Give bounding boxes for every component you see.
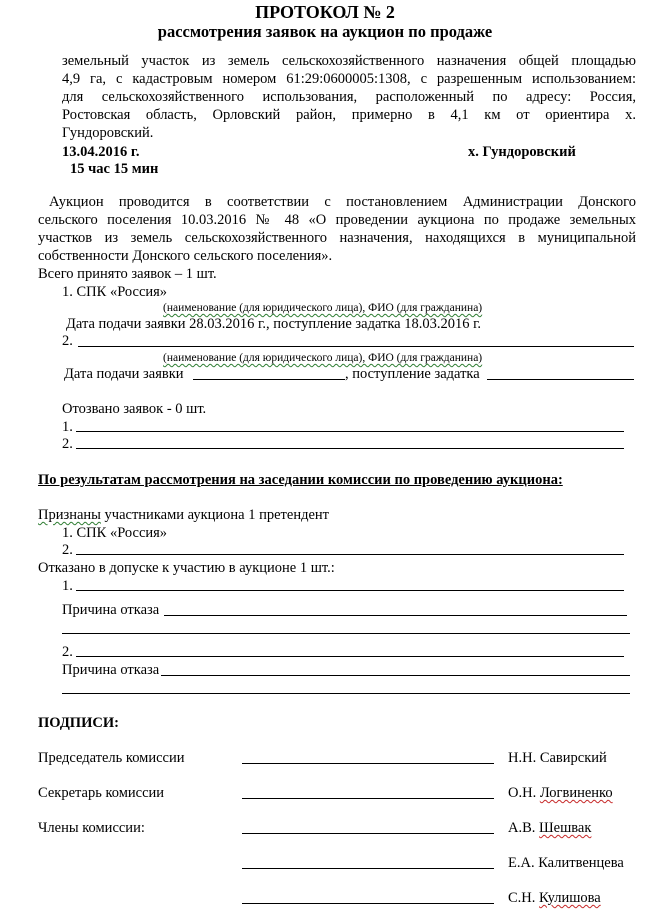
protocol-date: 13.04.2016 г. [62, 144, 140, 160]
lot-line-1: земельный участок из земель сельскохозяйственного назначения общей площадью [62, 53, 636, 69]
member-2-name: Е.А. Калитвенцева [508, 855, 624, 871]
member-3-initials: С.Н. [508, 890, 540, 906]
member-1-name [508, 819, 591, 837]
refused-line-1 [76, 590, 624, 591]
reason-line-1a [164, 615, 627, 616]
basis-line-1: Аукцион проводится в соответствии с постановлением Администрации Донского [49, 194, 636, 210]
secretary-initials: О.Н. [508, 785, 540, 801]
application-2-date-label: Дата подачи заявки [64, 366, 184, 382]
secretary-signature-line [242, 798, 494, 799]
withdrawn-item-2: 2. [62, 436, 73, 452]
secretary-role: Секретарь комиссии [38, 785, 165, 801]
admitted-word: Признаны [38, 507, 101, 523]
reason-line-1b [62, 633, 630, 634]
refused-item-2: 2. [62, 644, 73, 660]
member-3-name [508, 889, 601, 907]
member-2-signature-line [242, 868, 494, 869]
refused-line-2 [76, 656, 624, 657]
withdrawn-line-2 [76, 448, 624, 449]
admitted-rest: участниками аукциона 1 претендент [100, 507, 329, 523]
protocol-title: ПРОТОКОЛ № 2 [255, 2, 395, 22]
member-1-initials: А.В. [508, 820, 540, 836]
admitted-item-2: 2. [62, 542, 73, 558]
refused-label: Отказано в допуске к участию в аукционе 1 шт.: [38, 560, 335, 576]
application-2-caption: (наименование (для юридического лица), ФИО (для гражданина) [163, 352, 483, 364]
lot-line-4: Ростовская область, Орловский район, примерно в 4,1 км от ориентира х. [62, 107, 636, 123]
reason-line-2a [161, 675, 630, 676]
basis-line-2: сельского поселения 10.03.2016 № 48 «О проведении аукциона по продаже земельных [38, 212, 636, 228]
refused-item-1: 1. [62, 578, 73, 594]
secretary-surname: Логвиненко [539, 785, 613, 801]
member-3-signature-line [242, 903, 494, 904]
basis-line-4: собственности Донского сельского поселения». [38, 248, 333, 264]
application-2-number: 2. [62, 333, 73, 349]
chair-name: Н.Н. Савирский [508, 750, 607, 766]
admitted-item-1: 1. СПК «Россия» [62, 525, 168, 541]
applications-total: Всего принято заявок – 1 шт. [38, 266, 217, 282]
member-1-surname: Шешвак [539, 820, 592, 836]
results-heading: По результатам рассмотрения на заседании комиссии по проведению аукциона: [38, 472, 563, 488]
application-1-name: 1. СПК «Россия» [62, 284, 168, 300]
secretary-name [508, 784, 613, 802]
reason-line-2b [62, 693, 630, 694]
admitted-line [38, 506, 329, 524]
application-1-caption: (наименование (для юридического лица), ФИО (для гражданина) [163, 302, 483, 314]
lot-line-2: 4,9 га, с кадастровым номером 61:29:0600005:1308, с разрешенным использованием: [62, 71, 636, 87]
member-1-signature-line [242, 833, 494, 834]
withdrawn-line-1 [76, 431, 624, 432]
application-2-name-line [78, 346, 634, 347]
basis-line-3: участков из земель сельскохозяйственного назначения, находящихся в муниципальной [38, 230, 636, 246]
reason-label-2: Причина отказа [62, 662, 160, 678]
signatures-heading: ПОДПИСИ: [38, 715, 119, 731]
reason-label-1: Причина отказа [62, 602, 160, 618]
lot-line-3: для сельскохозяйственного использования, расположенный по адресу: Россия, [62, 89, 636, 105]
application-2-date-line [193, 379, 345, 380]
withdrawn-item-1: 1. [62, 419, 73, 435]
protocol-time: 15 час 15 мин [70, 161, 159, 177]
application-2-deposit-label: , поступление задатка [345, 366, 480, 382]
protocol-subtitle: рассмотрения заявок на аукцион по продаже [157, 22, 493, 41]
application-1-dates: Дата подачи заявки 28.03.2016 г., поступление задатка 18.03.2016 г. [66, 316, 482, 332]
chair-role: Председатель комиссии [38, 750, 185, 766]
withdrawn-label: Отозвано заявок - 0 шт. [62, 401, 207, 417]
lot-line-5: Гундоровский. [62, 125, 154, 141]
member-3-surname: Кулишова [539, 890, 601, 906]
application-2-deposit-line [487, 379, 634, 380]
members-role: Члены комиссии: [38, 820, 145, 836]
protocol-place: х. Гундоровский [468, 144, 576, 160]
admitted-line-2 [76, 554, 624, 555]
chair-signature-line [242, 763, 494, 764]
